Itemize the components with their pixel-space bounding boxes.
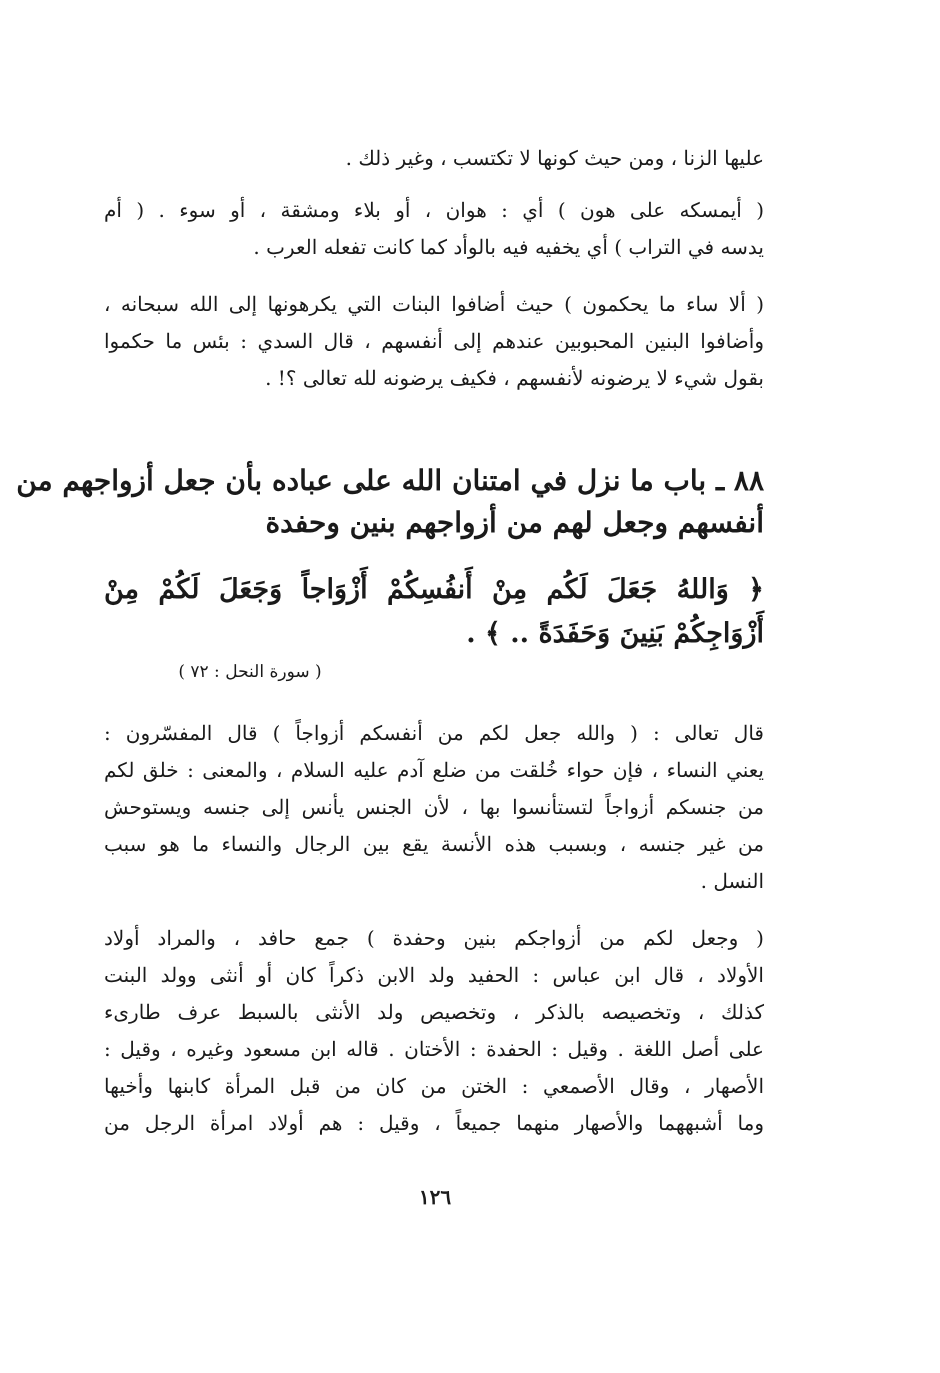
text-line: النسل . (700, 869, 764, 893)
heading-line: أنفسهم وجعل لهم من أزواجهم بنين وحفدة (265, 506, 764, 539)
page-number: ١٢٦ (418, 1185, 452, 1209)
verse-line: أَزْوَاجِكُمْ بَنِينَ وَحَفَدَةً .. ﴾ . (466, 618, 764, 649)
paragraph-2 (104, 192, 764, 266)
verse-reference: ( سورة النحل : ٧٢ ) (178, 662, 322, 682)
heading-line: ٨٨ ـ باب ما نزل في امتنان الله على عباده بأن جعل أزواجهم من (16, 464, 764, 497)
text-line: على أصل اللغة . وقيل : الحفدة : الأختان . قاله ابن مسعود وغيره ، وقيل : (104, 1037, 764, 1061)
text-line: ( ألا ساء ما يحكمون ) حيث أضافوا البنات التي يكرهونها إلى الله سبحانه ، (104, 292, 764, 316)
paragraph-3 (104, 286, 764, 397)
text-line: وما أشبههما والأصهار منهما جميعاً ، وقيل : هم أولاد امرأة الرجل من (104, 1111, 764, 1135)
chapter-heading (16, 460, 764, 544)
text-line: من جنسكم أزواجاً لتستأنسوا بها ، لأن الجنس يأنس إلى جنسه ويستوحش (104, 795, 764, 819)
text-line: بقول شيء لا يرضونه لأنفسهم ، فكيف يرضونه لله تعالى ؟! . (265, 366, 764, 390)
paragraph-1 (104, 140, 764, 177)
verse-line: ﴿ وَاللهُ جَعَلَ لَكُم مِنْ أَنفُسِكُمْ أَزْوَاجاً وَجَعَلَ لَكُمْ مِنْ (104, 574, 764, 605)
text-line: كذلك ، وتخصيصه بالذكر ، وتخصيص ولد الأنثى بالسبط عرف طارىء (104, 1000, 764, 1024)
text-line: ( وجعل لكم من أزواجكم بنين وحفدة ) جمع حافد ، والمراد أولاد (104, 926, 764, 950)
text-line: وأضافوا البنين المحبوبين عندهم إلى أنفسهم ، قال السدي : بئس ما حكموا (104, 329, 764, 353)
text-line: يعني النساء ، فإن حواء خُلقت من ضلع آدم عليه السلام ، والمعنى : خلق لكم (104, 758, 764, 782)
text-line: الأصهار ، وقال الأصمعي : الختن من كان من قبل المرأة كابنها وأخيها (104, 1074, 764, 1098)
quran-verse (104, 568, 764, 656)
paragraph-5 (104, 920, 764, 1142)
text-line: عليها الزنا ، ومن حيث كونها لا تكتسب ، وغير ذلك . (345, 146, 764, 170)
text-line: ( أيمسكه على هون ) أي : هوان ، أو بلاء ومشقة ، أو سوء . ( أم (104, 198, 764, 222)
paragraph-4 (104, 715, 764, 900)
text-line: قال تعالى : ( والله جعل لكم من أنفسكم أزواجاً ) قال المفسّرون : (104, 721, 764, 745)
text-line: من غير جنسه ، وبسبب هذه الأنسة يقع بين الرجال والنساء ما هو سبب (104, 832, 764, 856)
text-line: يدسه في التراب ) أي يخفيه فيه بالوأد كما كانت تفعله العرب . (253, 235, 764, 259)
text-line: الأولاد ، قال ابن عباس : الحفيد ولد الابن ذكراً كان أو أنثى وولد البنت (104, 963, 764, 987)
